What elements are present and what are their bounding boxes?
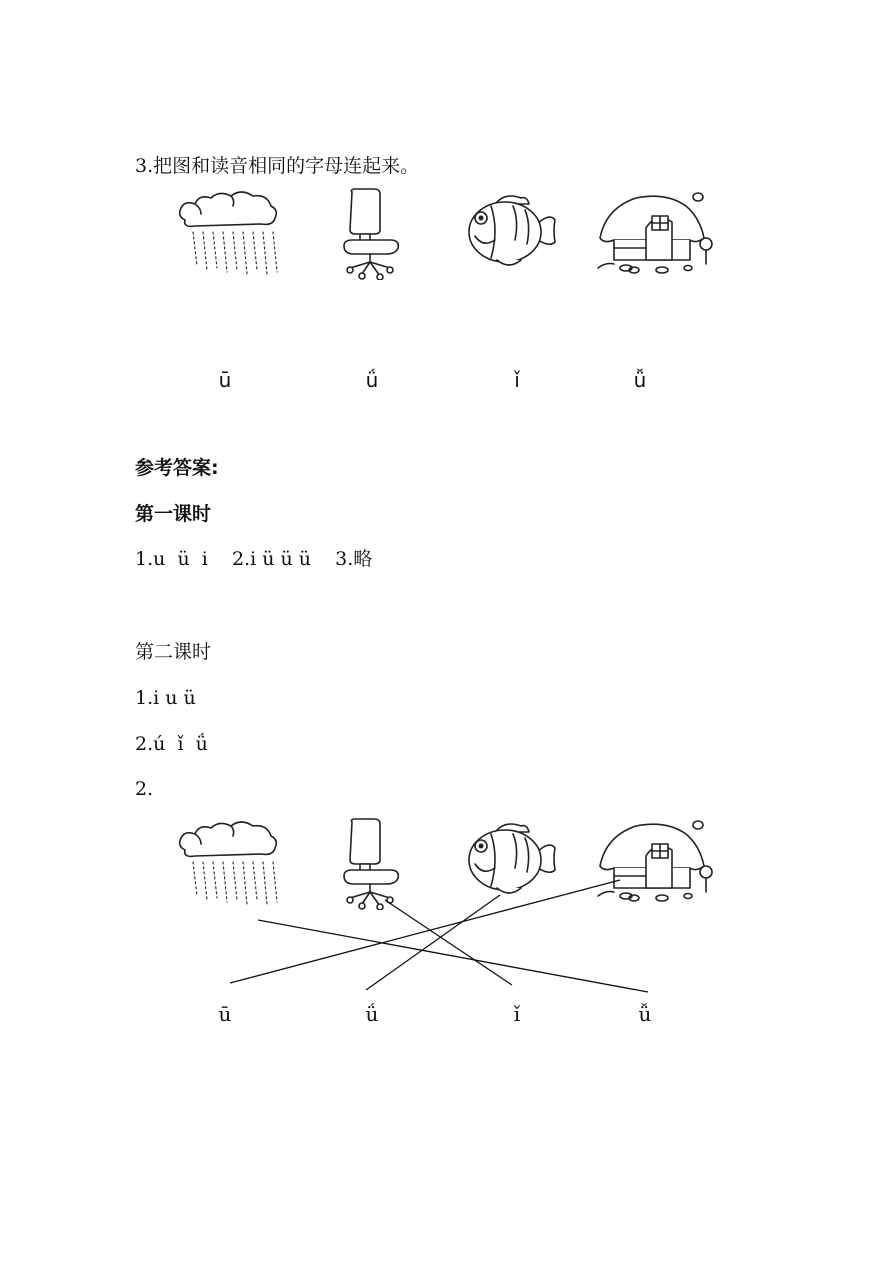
pinyin-letter-2: ǘ — [365, 368, 379, 392]
lesson-2-answer-1: 1.i u ü — [135, 687, 196, 709]
house-icon — [596, 188, 716, 280]
pinyin-letter-1: ū — [218, 368, 232, 392]
lesson-2-answer-2: 2.ú ǐ ǘ — [135, 733, 208, 755]
question-3-prompt: 3.把图和读音相同的字母连起来。 — [135, 155, 420, 177]
fish-icon — [465, 818, 560, 900]
house-icon — [596, 816, 716, 908]
lesson-1-answers: 1.u ü i 2.i ü ü ü 3.略 — [135, 548, 373, 570]
answer-heading: 参考答案: — [135, 457, 219, 479]
pinyin-letter-3: ǐ — [513, 1002, 521, 1026]
pinyin-letter-4: ǚ — [633, 368, 647, 392]
pinyin-letter-4: ǚ — [638, 1002, 652, 1026]
rain-cloud-icon — [175, 820, 283, 908]
lesson-1-title: 第一课时 — [135, 503, 212, 525]
office-chair-icon — [340, 188, 410, 280]
fish-icon — [465, 190, 560, 272]
pinyin-letter-2: ǘ — [365, 1002, 379, 1026]
pinyin-letter-3: ǐ — [514, 368, 520, 392]
pinyin-letter-1: ū — [218, 1002, 232, 1026]
rain-cloud-icon — [175, 190, 283, 278]
lesson-2-title: 第二课时 — [135, 641, 212, 663]
office-chair-icon — [340, 818, 410, 910]
lesson-2-answer-3: 2. — [135, 778, 154, 800]
